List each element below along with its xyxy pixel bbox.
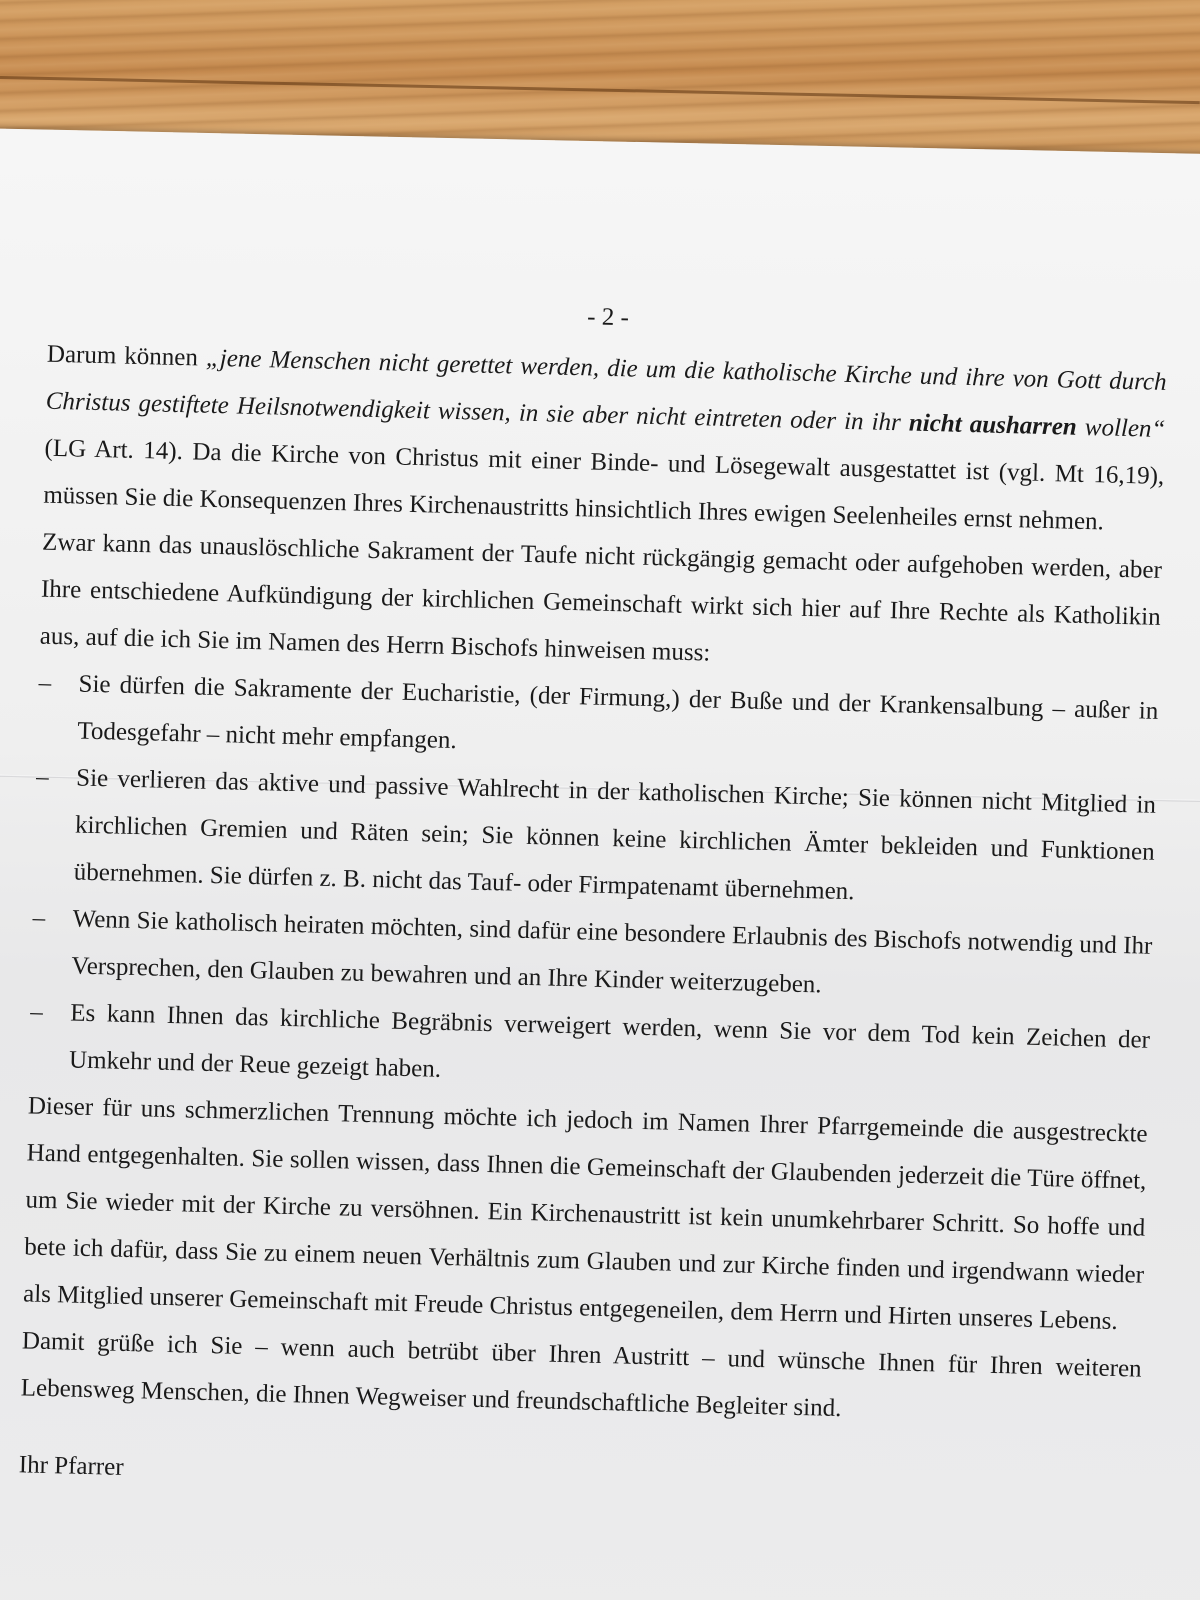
quote-text-2: wollen“ (1076, 413, 1166, 443)
list-dash: – (38, 669, 52, 697)
paragraph-rights: Zwar kann das unauslöschliche Sakrament der Taufe nicht rückgängig gemacht oder aufgehoben werden, aber Ihre entschiedene Aufkündigung der kirchlichen Gemeinschaft wirkt sich hier auf Ihre Rechte als Katholikin aus, auf die ich Sie im Namen des Herrn Bischofs hinweisen muss: (39, 528, 1163, 667)
list-item (33, 754, 1156, 923)
wood-plank-seam (0, 76, 1200, 104)
quote-bold-text: nicht ausharren (908, 409, 1078, 441)
page-number: - 2 - (586, 303, 630, 332)
letter-body (18, 280, 1168, 1517)
list-item-text: Sie verlieren das aktive und passive Wahlrecht in der katholischen Kirche; Sie können nicht Mitglied in kirchlichen Gremien und Räten sein; Sie können keine kirchlichen Ämter bekleiden und Funktionen übernehmen. Sie dürfen z. B. nicht das Tauf- oder Firmpatenamt übernehmen. (73, 764, 1157, 906)
letter-page (0, 128, 1200, 1600)
signature: Ihr Pfarrer (18, 1451, 124, 1481)
consequences-list (29, 660, 1159, 1111)
paragraph-salvation-prefix: Darum können (46, 340, 207, 372)
list-dash: – (32, 904, 46, 932)
list-dash: – (35, 763, 50, 791)
list-item-text: Sie dürfen die Sakramente der Eucharistie, (der Firmung,) der Buße und der Krankensalbung – außer in Todesgefahr – nicht mehr empfangen. (77, 670, 1159, 755)
paragraph-salvation-suffix: (LG Art. 14). Da die Kirche von Christus mit einer Binde- und Lösegewalt ausgestattet ist (vgl. Mt 16,19), müssen Sie die Konsequenzen Ihres Kirchenaustritts hinsichtlich Ihres ewigen Seelenheiles ernst nehmen. (43, 434, 1165, 536)
paragraph-salvation (43, 331, 1167, 547)
quote-text-1: „jene Menschen nicht gerettet werden, die um die katholische Kirche und ihre von Gott durch Christus gestiftete Heilsnotwendigkeit wissen, in sie aber nicht eintreten oder in ihr (45, 344, 1167, 437)
paragraph-closing: Damit grüße ich Sie – wenn auch betrübt über Ihren Austritt – und wünsche Ihnen für Ihren weiteren Lebensweg Menschen, die Ihnen Wegweiser und freundschaftliche Begleiter sind. (20, 1327, 1142, 1423)
list-item-text: Wenn Sie katholisch heiraten möchten, sind dafür eine besondere Erlaubnis des Bischofs notwendig und Ihr Versprechen, den Glauben zu bewahren und an Ihre Kinder weiterzugeben. (71, 905, 1153, 999)
list-dash: – (29, 998, 44, 1026)
council-quote (45, 345, 1167, 443)
list-item-text: Es kann Ihnen das kirchliche Begräbnis verweigert werden, wenn Sie vor dem Tod kein Zeichen der Umkehr und der Reue gezeigt haben. (68, 999, 1151, 1083)
paragraph-invitation: Dieser für uns schmerzlichen Trennung möchte ich jedoch im Namen Ihrer Pfarrgemeinde die ausgestreckte Hand entgegenhalten. Sie sollen wissen, dass Ihnen die Gemeinschaft der Glaubenden jederzeit die Türe öffnet, um Sie wieder mit der Kirche zu versöhnen. Ein Kirchenaustritt ist kein unumkehrbarer Schritt. So hoffe und bete ich dafür, dass Sie zu einem neuen Verhältnis zum Glauben und zur Kirche finden und irgendwann wieder als Mitglied unserer Gemeinschaft mit Freude Christus entgegeneilen, dem Herrn und Hirten unseres Lebens. (22, 1092, 1148, 1336)
